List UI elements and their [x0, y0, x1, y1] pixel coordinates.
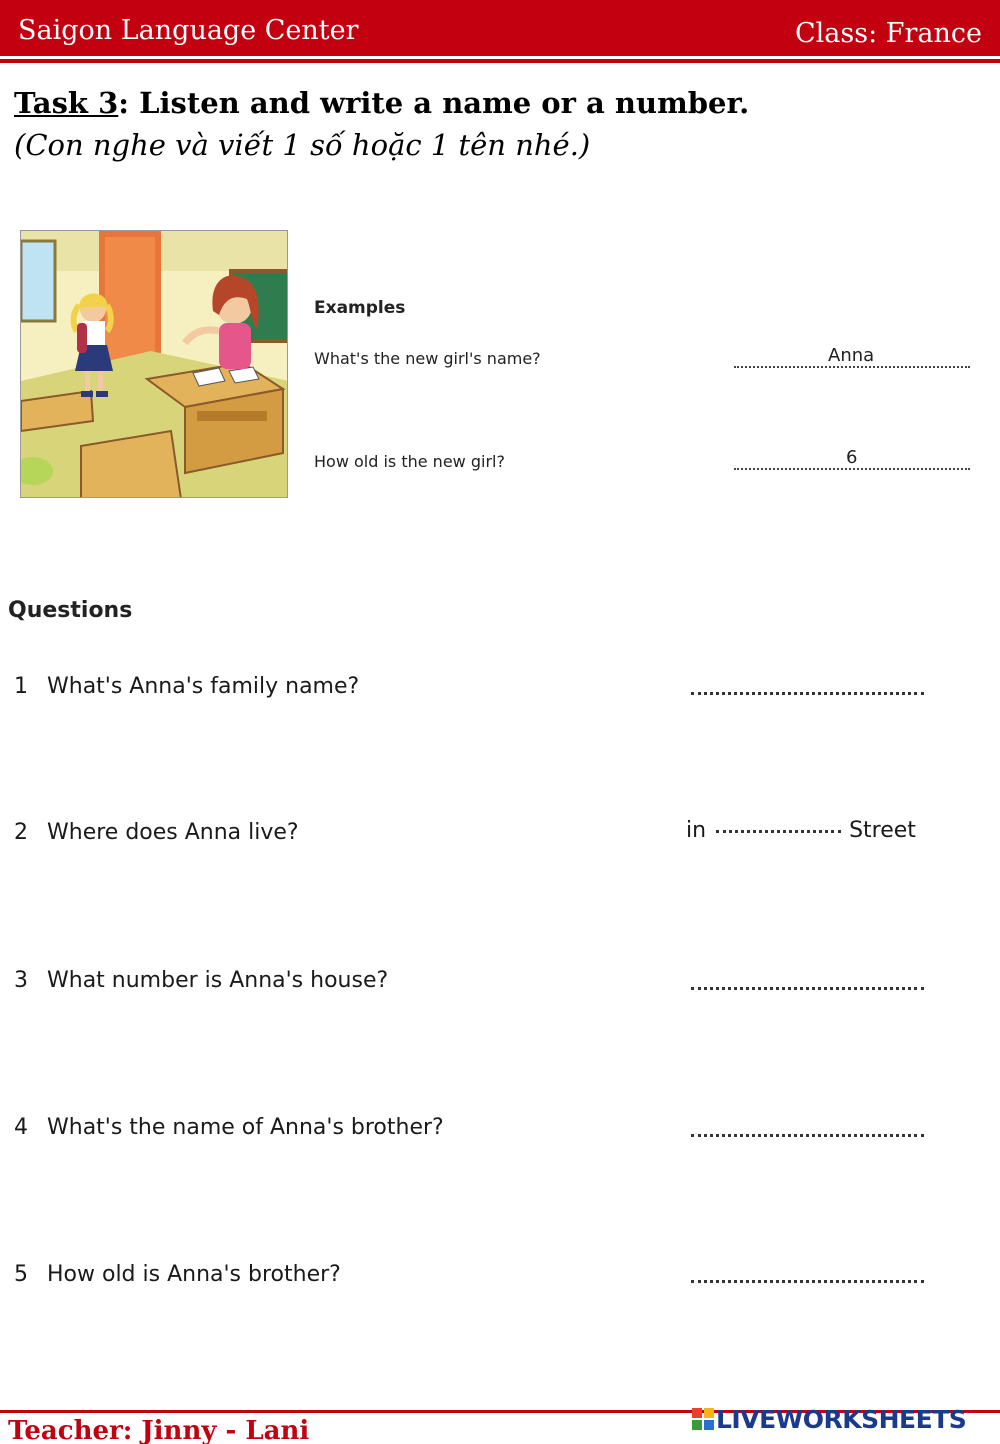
example-answer-1	[734, 344, 970, 368]
example-answer-2-value: 6	[846, 447, 858, 468]
answer-4-blank[interactable]	[691, 1134, 924, 1137]
questions-heading: Questions	[8, 598, 133, 623]
question-text: How old is Anna's brother?	[47, 1262, 341, 1287]
teacher-credit: Teacher: Jinny - Lani	[8, 1416, 310, 1444]
task-title	[14, 86, 749, 120]
task-subtitle: (Con nghe và viết 1 số hoặc 1 tên nhé.)	[14, 128, 591, 162]
school-name: Saigon Language Center	[18, 15, 359, 46]
question-text: Where does Anna live?	[47, 820, 299, 845]
question-3	[14, 968, 388, 993]
question-text: What's Anna's family name?	[47, 674, 360, 699]
question-number: 3	[14, 968, 28, 993]
task-label: Task 3	[14, 86, 119, 120]
question-number: 4	[14, 1115, 28, 1140]
street-prefix: in	[686, 818, 707, 843]
liveworksheets-logo[interactable]	[692, 1404, 966, 1434]
header-divider	[0, 59, 1000, 63]
example-answer-2	[734, 446, 970, 470]
answer-5-blank[interactable]	[691, 1280, 924, 1283]
answer-dotted-line	[734, 468, 970, 470]
brand-name: LIVEWORKSHEETS	[716, 1404, 967, 1434]
question-text: What's the name of Anna's brother?	[47, 1115, 444, 1140]
task-instruction: : Listen and write a name or a number.	[118, 86, 750, 120]
question-text: What number is Anna's house?	[47, 968, 389, 993]
question-4	[14, 1115, 444, 1140]
example-answer-1-value: Anna	[828, 345, 875, 366]
examples-heading: Examples	[314, 298, 406, 318]
answer-2-street	[686, 818, 916, 843]
example-question-2: How old is the new girl?	[314, 452, 505, 471]
classroom-illustration-svg	[21, 231, 288, 498]
question-number: 5	[14, 1262, 28, 1287]
answer-2-blank[interactable]	[716, 830, 841, 833]
street-suffix: Street	[849, 818, 916, 843]
question-1	[14, 674, 359, 699]
classroom-illustration	[20, 230, 288, 498]
example-question-1: What's the new girl's name?	[314, 349, 541, 368]
answer-dotted-line	[734, 366, 970, 368]
liveworksheets-blocks-icon	[692, 1408, 714, 1430]
question-number: 1	[14, 674, 28, 699]
class-label: Class: France	[794, 18, 982, 49]
header-bar	[0, 0, 1000, 56]
answer-1-blank[interactable]	[691, 692, 924, 695]
question-2	[14, 820, 299, 845]
question-5	[14, 1262, 341, 1287]
answer-3-blank[interactable]	[691, 987, 924, 990]
question-number: 2	[14, 820, 28, 845]
